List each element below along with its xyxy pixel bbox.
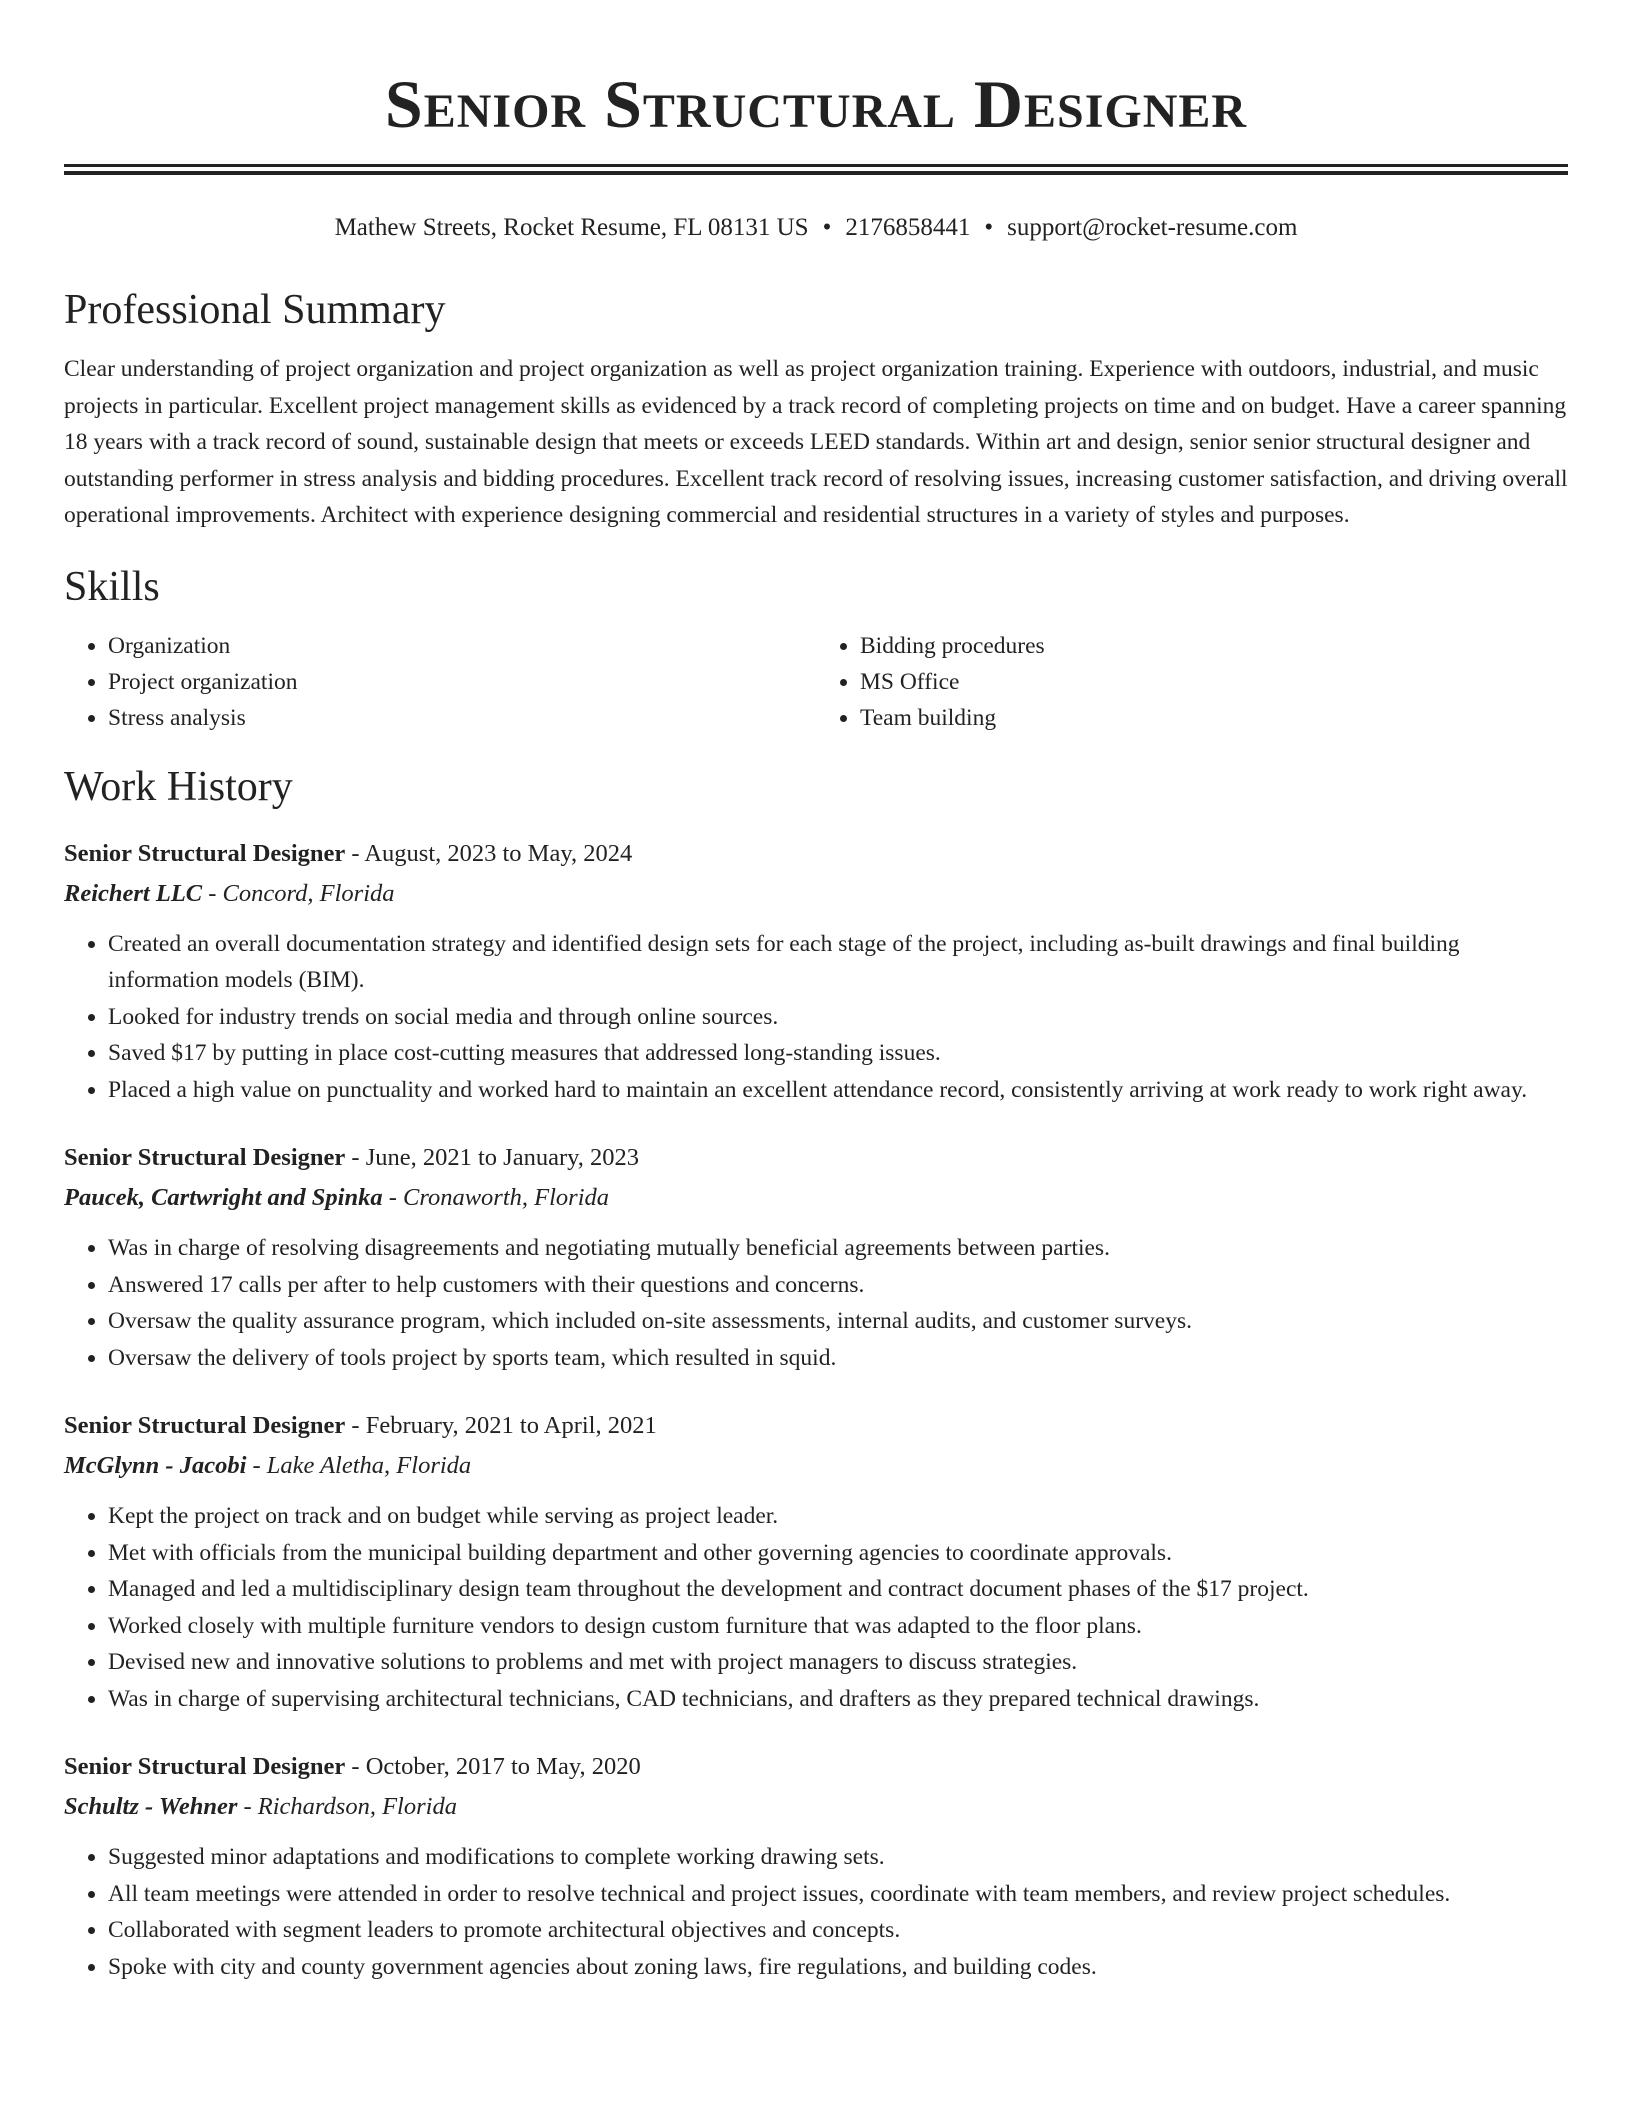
job-bullets	[64, 1839, 1568, 1985]
job-bullet: • Was in charge of supervising architectural technicians, CAD technicians, and drafters as they prepared technical drawings.	[108, 1681, 1568, 1718]
job-company-line	[64, 1178, 1568, 1218]
skills-column-right	[816, 628, 1568, 736]
job-bullet: • Placed a high value on punctuality and worked hard to maintain an excellent attendance record, consistently arriving at work ready to work right away.	[108, 1072, 1568, 1109]
job-bullet: • Looked for industry trends on social media and through online sources.	[108, 999, 1568, 1036]
job-entry	[64, 1747, 1568, 1985]
skill-item: • MS Office	[860, 664, 1568, 700]
job-bullets	[64, 1230, 1568, 1376]
job-bullets	[64, 1498, 1568, 1717]
job-dates: - August, 2023 to May, 2024	[345, 839, 633, 867]
job-dates: - June, 2021 to January, 2023	[345, 1144, 640, 1171]
job-bullet: • Devised new and innovative solutions to problems and met with project managers to discuss strategies.	[108, 1644, 1568, 1681]
summary-heading: Professional Summary	[64, 287, 446, 333]
contact-phone: 2176858441	[845, 214, 971, 241]
job-bullet: • Oversaw the delivery of tools project by sports team, which resulted in squid.	[108, 1340, 1568, 1377]
job-bullet: • Kept the project on track and on budget while serving as project leader.	[108, 1498, 1568, 1535]
job-location: - Cronaworth, Florida	[382, 1184, 609, 1211]
skills-column-left	[64, 628, 816, 736]
job-role: Senior Structural Designer	[64, 1412, 346, 1439]
contact-address: Mathew Streets, Rocket Resume, FL 08131 US	[334, 214, 809, 241]
job-bullet: • Saved $17 by putting in place cost-cutting measures that addressed long-standing issues.	[108, 1035, 1568, 1072]
job-company-line	[64, 874, 1568, 914]
job-entry	[64, 834, 1568, 1109]
work-history-heading: Work History	[64, 763, 293, 810]
contact-email: support@rocket-resume.com	[1007, 214, 1298, 241]
summary-text: Clear understanding of project organization and project organization as well as project organization training. Experience with outdoors, industrial, and music projects in particular. Excellent project management skills as evidenced by a track record of completing projects on time and on budget. Have a career spanning 18 years with a track record of sound, sustainable design that meets or exceeds LEED standards. Within art and design, senior senior structural designer and outstanding performer in stress analysis and bidding procedures. Excellent track record of resolving issues, increasing customer satisfaction, and driving overall operational improvements. Architect with experience designing commercial and residential structures in a variety of styles and purposes.	[64, 356, 1568, 528]
job-dates: - February, 2021 to April, 2021	[345, 1412, 657, 1439]
resume-page	[64, 0, 1568, 1985]
job-location: - Concord, Florida	[202, 879, 395, 907]
skill-item: • Bidding procedures	[860, 628, 1568, 664]
job-title-line	[64, 1747, 1568, 1787]
job-bullet: • Created an overall documentation strategy and identified design sets for each stage of the project, including as-built drawings and final building information models (BIM).	[108, 926, 1568, 999]
job-title-line	[64, 1138, 1568, 1178]
job-company-line	[64, 1787, 1568, 1827]
job-company: Reichert LLC	[64, 879, 203, 907]
job-bullet: • Spoke with city and county government agencies about zoning laws, fire regulations, and building codes.	[108, 1949, 1568, 1986]
job-company-line	[64, 1446, 1568, 1486]
job-company: Paucek, Cartwright and Spinka	[64, 1184, 383, 1211]
job-title-line	[64, 834, 1568, 874]
job-entry	[64, 1138, 1568, 1376]
skill-item: • Organization	[108, 628, 816, 664]
skills-heading: Skills	[64, 563, 160, 610]
job-company: McGlynn - Jacobi	[64, 1452, 247, 1479]
job-company: Schultz - Wehner	[64, 1793, 238, 1820]
job-location: - Richardson, Florida	[237, 1793, 457, 1820]
job-role: Senior Structural Designer	[64, 1144, 346, 1171]
skill-item: • Project organization	[108, 664, 816, 700]
job-role: Senior Structural Designer	[64, 1753, 346, 1780]
job-bullet: • Met with officials from the municipal building department and other governing agencies to coordinate approvals.	[108, 1535, 1568, 1572]
job-title-line	[64, 1406, 1568, 1446]
title-divider	[64, 164, 1568, 175]
job-role: Senior Structural Designer	[64, 839, 346, 867]
contact-separator: •	[822, 214, 832, 241]
skill-item: • Stress analysis	[108, 700, 816, 736]
contact-separator: •	[984, 214, 994, 241]
job-bullet: • Managed and led a multidisciplinary design team throughout the development and contract document phases of the $17 project.	[108, 1571, 1568, 1608]
job-bullet: • Oversaw the quality assurance program, which included on-site assessments, internal audits, and customer surveys.	[108, 1303, 1568, 1340]
job-dates: - October, 2017 to May, 2020	[345, 1753, 641, 1780]
skills-list	[64, 628, 1568, 736]
skill-item: • Team building	[860, 700, 1568, 736]
job-bullet: • All team meetings were attended in order to resolve technical and project issues, coordinate with team members, and review project schedules.	[108, 1876, 1568, 1913]
job-location: - Lake Aletha, Florida	[246, 1452, 472, 1479]
job-bullets	[64, 926, 1568, 1109]
job-bullet: • Suggested minor adaptations and modifications to complete working drawing sets.	[108, 1839, 1568, 1876]
job-bullet: • Collaborated with segment leaders to promote architectural objectives and concepts.	[108, 1912, 1568, 1949]
contact-line	[64, 211, 1568, 245]
page-title: Senior Structural Designer	[384, 66, 1248, 142]
job-bullet: • Worked closely with multiple furniture vendors to design custom furniture that was adapted to the floor plans.	[108, 1608, 1568, 1645]
job-entry	[64, 1406, 1568, 1717]
job-bullet: • Answered 17 calls per after to help customers with their questions and concerns.	[108, 1267, 1568, 1304]
job-bullet: • Was in charge of resolving disagreements and negotiating mutually beneficial agreements between parties.	[108, 1230, 1568, 1267]
